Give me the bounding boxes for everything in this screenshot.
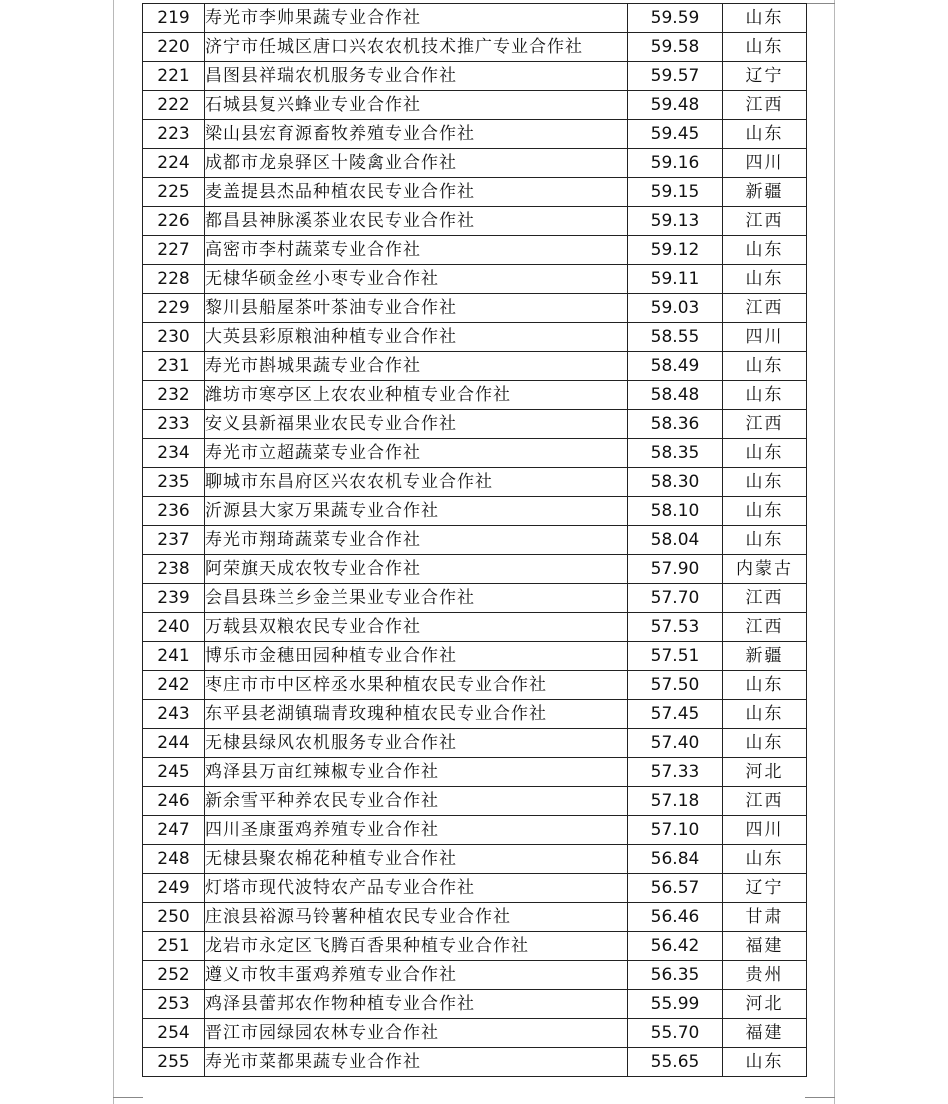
page-edge-right [834,0,835,1104]
score-cell: 56.84 [628,845,723,874]
score-cell: 58.30 [628,468,723,497]
province-cell: 山东 [723,236,807,265]
rank-cell: 244 [143,729,205,758]
table-row [143,352,807,381]
province-cell: 山东 [723,526,807,555]
margin-mark-bottom-left [113,1097,143,1098]
rank-cell: 234 [143,439,205,468]
rank-cell: 231 [143,352,205,381]
table-row [143,961,807,990]
rank-cell: 243 [143,700,205,729]
table-row [143,323,807,352]
rank-cell: 252 [143,961,205,990]
score-cell: 57.45 [628,700,723,729]
province-cell: 江西 [723,584,807,613]
score-cell: 58.55 [628,323,723,352]
rank-cell: 229 [143,294,205,323]
cooperative-name-cell: 黎川县船屋茶叶茶油专业合作社 [205,294,628,323]
rank-cell: 230 [143,323,205,352]
score-cell: 55.65 [628,1048,723,1077]
rank-cell: 250 [143,903,205,932]
province-cell: 新疆 [723,178,807,207]
table-row [143,149,807,178]
rank-cell: 226 [143,207,205,236]
cooperative-name-cell: 晋江市园绿园农林专业合作社 [205,1019,628,1048]
cooperative-name-cell: 昌图县祥瑞农机服务专业合作社 [205,62,628,91]
table-row [143,758,807,787]
table-row [143,671,807,700]
score-cell: 57.51 [628,642,723,671]
rank-cell: 225 [143,178,205,207]
cooperative-name-cell: 灯塔市现代波特农产品专业合作社 [205,874,628,903]
table-row [143,526,807,555]
province-cell: 江西 [723,91,807,120]
province-cell: 四川 [723,323,807,352]
rank-cell: 220 [143,33,205,62]
cooperative-name-cell: 石城县复兴蜂业专业合作社 [205,91,628,120]
score-cell: 59.16 [628,149,723,178]
cooperative-name-cell: 寿光市斟城果蔬专业合作社 [205,352,628,381]
score-cell: 58.35 [628,439,723,468]
cooperative-name-cell: 成都市龙泉驿区十陵禽业合作社 [205,149,628,178]
margin-mark-top-right [805,3,835,4]
province-cell: 江西 [723,207,807,236]
cooperative-name-cell: 万载县双粮农民专业合作社 [205,613,628,642]
table-body [143,4,807,1077]
score-cell: 55.70 [628,1019,723,1048]
table-row [143,613,807,642]
cooperative-name-cell: 东平县老湖镇瑞青玫瑰种植农民专业合作社 [205,700,628,729]
table-row [143,468,807,497]
table-row [143,700,807,729]
score-cell: 59.59 [628,4,723,33]
province-cell: 山东 [723,1048,807,1077]
province-cell: 山东 [723,381,807,410]
province-cell: 山东 [723,468,807,497]
rank-cell: 241 [143,642,205,671]
rank-cell: 221 [143,62,205,91]
rank-cell: 238 [143,555,205,584]
rank-cell: 223 [143,120,205,149]
rank-cell: 233 [143,410,205,439]
cooperative-name-cell: 潍坊市寒亭区上农农业种植专业合作社 [205,381,628,410]
rank-cell: 255 [143,1048,205,1077]
score-cell: 57.70 [628,584,723,613]
table-row [143,91,807,120]
table-row [143,555,807,584]
table-row [143,62,807,91]
cooperative-ranking-table [142,3,807,1077]
score-cell: 58.49 [628,352,723,381]
rank-cell: 253 [143,990,205,1019]
cooperative-name-cell: 安义县新福果业农民专业合作社 [205,410,628,439]
rank-cell: 235 [143,468,205,497]
cooperative-name-cell: 麦盖提县杰品种植农民专业合作社 [205,178,628,207]
rank-cell: 228 [143,265,205,294]
table-row [143,1048,807,1077]
table-row [143,497,807,526]
cooperative-name-cell: 庄浪县裕源马铃薯种植农民专业合作社 [205,903,628,932]
rank-cell: 239 [143,584,205,613]
cooperative-name-cell: 博乐市金穗田园种植专业合作社 [205,642,628,671]
table-row [143,120,807,149]
province-cell: 江西 [723,787,807,816]
score-cell: 56.57 [628,874,723,903]
cooperative-name-cell: 新余雪平种养农民专业合作社 [205,787,628,816]
score-cell: 57.40 [628,729,723,758]
score-cell: 57.53 [628,613,723,642]
rank-cell: 224 [143,149,205,178]
score-cell: 57.10 [628,816,723,845]
score-cell: 56.42 [628,932,723,961]
province-cell: 山东 [723,4,807,33]
score-cell: 56.46 [628,903,723,932]
province-cell: 内蒙古 [723,555,807,584]
table-row [143,932,807,961]
score-cell: 58.04 [628,526,723,555]
province-cell: 山东 [723,671,807,700]
province-cell: 甘肃 [723,903,807,932]
table-row [143,294,807,323]
score-cell: 59.15 [628,178,723,207]
province-cell: 贵州 [723,961,807,990]
rank-cell: 232 [143,381,205,410]
province-cell: 山东 [723,700,807,729]
cooperative-name-cell: 寿光市立超蔬菜专业合作社 [205,439,628,468]
cooperative-name-cell: 枣庄市市中区梓丞水果种植农民专业合作社 [205,671,628,700]
page-edge-left [113,0,114,1104]
table-row [143,845,807,874]
score-cell: 59.48 [628,91,723,120]
score-cell: 59.12 [628,236,723,265]
rank-cell: 245 [143,758,205,787]
province-cell: 新疆 [723,642,807,671]
cooperative-name-cell: 济宁市任城区唐口兴农农机技术推广专业合作社 [205,33,628,62]
province-cell: 辽宁 [723,62,807,91]
score-cell: 57.50 [628,671,723,700]
province-cell: 江西 [723,294,807,323]
cooperative-name-cell: 都昌县神脉溪茶业农民专业合作社 [205,207,628,236]
province-cell: 山东 [723,845,807,874]
table-row [143,642,807,671]
province-cell: 辽宁 [723,874,807,903]
cooperative-name-cell: 梁山县宏育源畜牧养殖专业合作社 [205,120,628,149]
province-cell: 山东 [723,120,807,149]
province-cell: 福建 [723,1019,807,1048]
cooperative-name-cell: 鸡泽县蕾邦农作物种植专业合作社 [205,990,628,1019]
province-cell: 山东 [723,497,807,526]
cooperative-name-cell: 四川圣康蛋鸡养殖专业合作社 [205,816,628,845]
score-cell: 59.45 [628,120,723,149]
rank-cell: 247 [143,816,205,845]
table-row [143,787,807,816]
table-row [143,410,807,439]
table-row [143,903,807,932]
cooperative-name-cell: 寿光市翔琦蔬菜专业合作社 [205,526,628,555]
province-cell: 四川 [723,149,807,178]
score-cell: 59.58 [628,33,723,62]
province-cell: 河北 [723,990,807,1019]
cooperative-name-cell: 龙岩市永定区飞腾百香果种植专业合作社 [205,932,628,961]
table-row [143,439,807,468]
province-cell: 山东 [723,33,807,62]
score-cell: 57.18 [628,787,723,816]
rank-cell: 227 [143,236,205,265]
rank-cell: 248 [143,845,205,874]
rank-cell: 237 [143,526,205,555]
table-row [143,4,807,33]
table-row [143,178,807,207]
score-cell: 57.33 [628,758,723,787]
score-cell: 55.99 [628,990,723,1019]
table-row [143,990,807,1019]
rank-cell: 254 [143,1019,205,1048]
score-cell: 58.48 [628,381,723,410]
rank-cell: 251 [143,932,205,961]
cooperative-name-cell: 无棣县聚农棉花种植专业合作社 [205,845,628,874]
table-row [143,381,807,410]
table-row [143,265,807,294]
cooperative-name-cell: 遵义市牧丰蛋鸡养殖专业合作社 [205,961,628,990]
cooperative-name-cell: 寿光市菜都果蔬专业合作社 [205,1048,628,1077]
margin-mark-bottom-right [805,1097,835,1098]
rank-cell: 246 [143,787,205,816]
table-row [143,236,807,265]
rank-cell: 222 [143,91,205,120]
province-cell: 四川 [723,816,807,845]
province-cell: 山东 [723,265,807,294]
score-cell: 59.11 [628,265,723,294]
cooperative-name-cell: 无棣县绿风农机服务专业合作社 [205,729,628,758]
province-cell: 江西 [723,410,807,439]
cooperative-name-cell: 无棣华硕金丝小枣专业合作社 [205,265,628,294]
table-row [143,33,807,62]
province-cell: 山东 [723,439,807,468]
rank-cell: 240 [143,613,205,642]
province-cell: 江西 [723,613,807,642]
province-cell: 山东 [723,729,807,758]
province-cell: 山东 [723,352,807,381]
cooperative-name-cell: 大英县彩原粮油种植专业合作社 [205,323,628,352]
score-cell: 59.13 [628,207,723,236]
cooperative-name-cell: 高密市李村蔬菜专业合作社 [205,236,628,265]
score-cell: 59.57 [628,62,723,91]
rank-cell: 219 [143,4,205,33]
rank-cell: 236 [143,497,205,526]
table-row [143,816,807,845]
score-cell: 58.10 [628,497,723,526]
cooperative-name-cell: 阿荣旗天成农牧专业合作社 [205,555,628,584]
score-cell: 59.03 [628,294,723,323]
cooperative-name-cell: 会昌县珠兰乡金兰果业专业合作社 [205,584,628,613]
rank-cell: 249 [143,874,205,903]
table-row [143,729,807,758]
table-row [143,1019,807,1048]
score-cell: 57.90 [628,555,723,584]
cooperative-name-cell: 沂源县大家万果蔬专业合作社 [205,497,628,526]
province-cell: 福建 [723,932,807,961]
score-cell: 58.36 [628,410,723,439]
cooperative-name-cell: 鸡泽县万亩红辣椒专业合作社 [205,758,628,787]
table-row [143,874,807,903]
score-cell: 56.35 [628,961,723,990]
province-cell: 河北 [723,758,807,787]
cooperative-name-cell: 寿光市李帅果蔬专业合作社 [205,4,628,33]
rank-cell: 242 [143,671,205,700]
table-row [143,207,807,236]
table-row [143,584,807,613]
cooperative-name-cell: 聊城市东昌府区兴农农机专业合作社 [205,468,628,497]
